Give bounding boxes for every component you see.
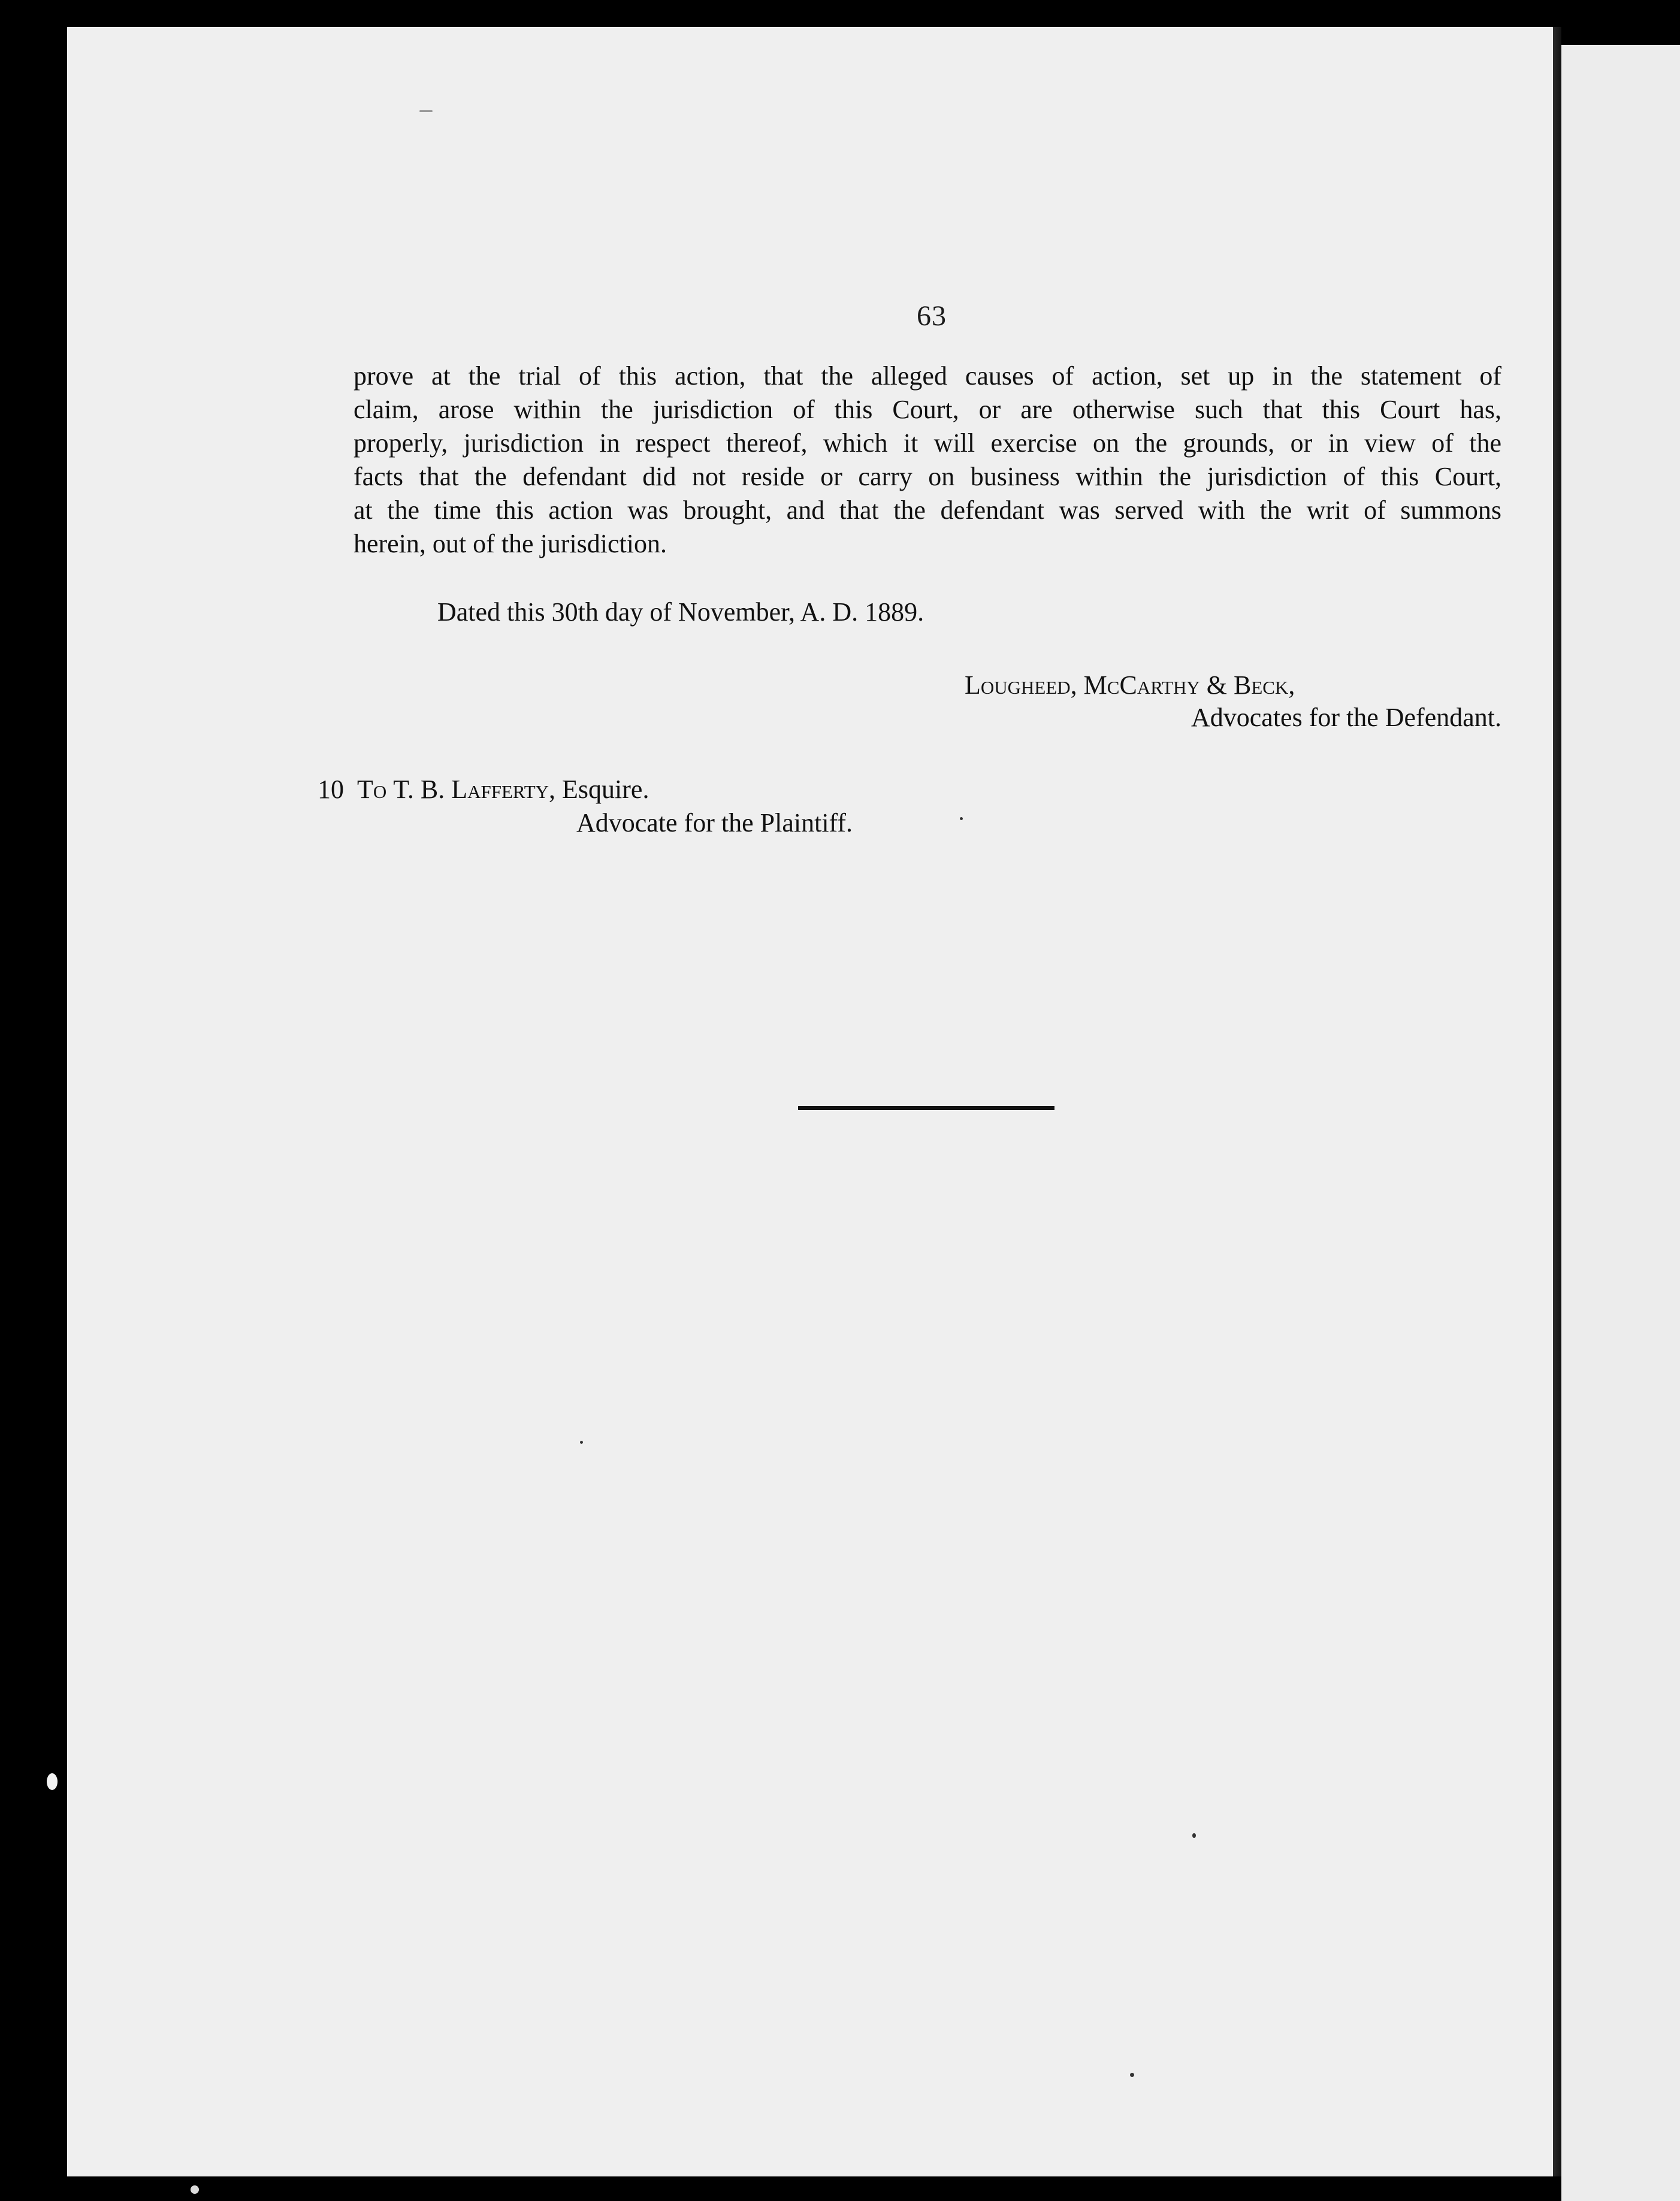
- margin-line-number: 10: [318, 775, 344, 804]
- scan-speck: [580, 1441, 583, 1444]
- dated-line: Dated this 30th day of November, A. D. 1889.: [437, 597, 924, 627]
- addressee-line: [357, 774, 649, 805]
- adjacent-page: [1561, 45, 1680, 2201]
- body-line: facts that the defendant did not reside or carry on business within the jurisdiction of this Court,: [353, 462, 1501, 491]
- section-divider-rule: [798, 1106, 1054, 1110]
- scan-speck: [47, 1773, 58, 1790]
- body-line: claim, arose within the jurisdiction of this Court, or are otherwise such that this Court has,: [353, 395, 1501, 424]
- addressee-to: To: [357, 775, 387, 804]
- scan-speck: [960, 817, 963, 820]
- page-number: 63: [917, 300, 947, 332]
- body-line: at the time this action was brought, and that the defendant was served with the writ of summons: [353, 495, 1501, 525]
- scan-speck: [191, 2185, 199, 2194]
- body-line: herein, out of the jurisdiction.: [353, 529, 667, 558]
- signature-role: Advocates for the Defendant.: [1190, 703, 1501, 732]
- addressee-role: Advocate for the Plaintiff.: [576, 808, 853, 838]
- scan-speck: [1192, 1833, 1196, 1838]
- body-line: prove at the trial of this action, that the alleged causes of action, set up in the statement of: [353, 361, 1501, 391]
- page-edge-shadow: [1553, 27, 1561, 2176]
- scan-speck: [1130, 2073, 1134, 2077]
- body-line: properly, jurisdiction in respect thereof, which it will exercise on the grounds, or in view of the: [353, 428, 1501, 458]
- body-paragraph: [353, 359, 1501, 561]
- document-page: [67, 27, 1553, 2176]
- scan-speck: [419, 110, 433, 112]
- signature-firm: Lougheed, McCarthy & Beck,: [965, 670, 1295, 700]
- addressee-title: Esquire.: [562, 775, 649, 804]
- addressee-name: T. B. Lafferty,: [393, 775, 556, 804]
